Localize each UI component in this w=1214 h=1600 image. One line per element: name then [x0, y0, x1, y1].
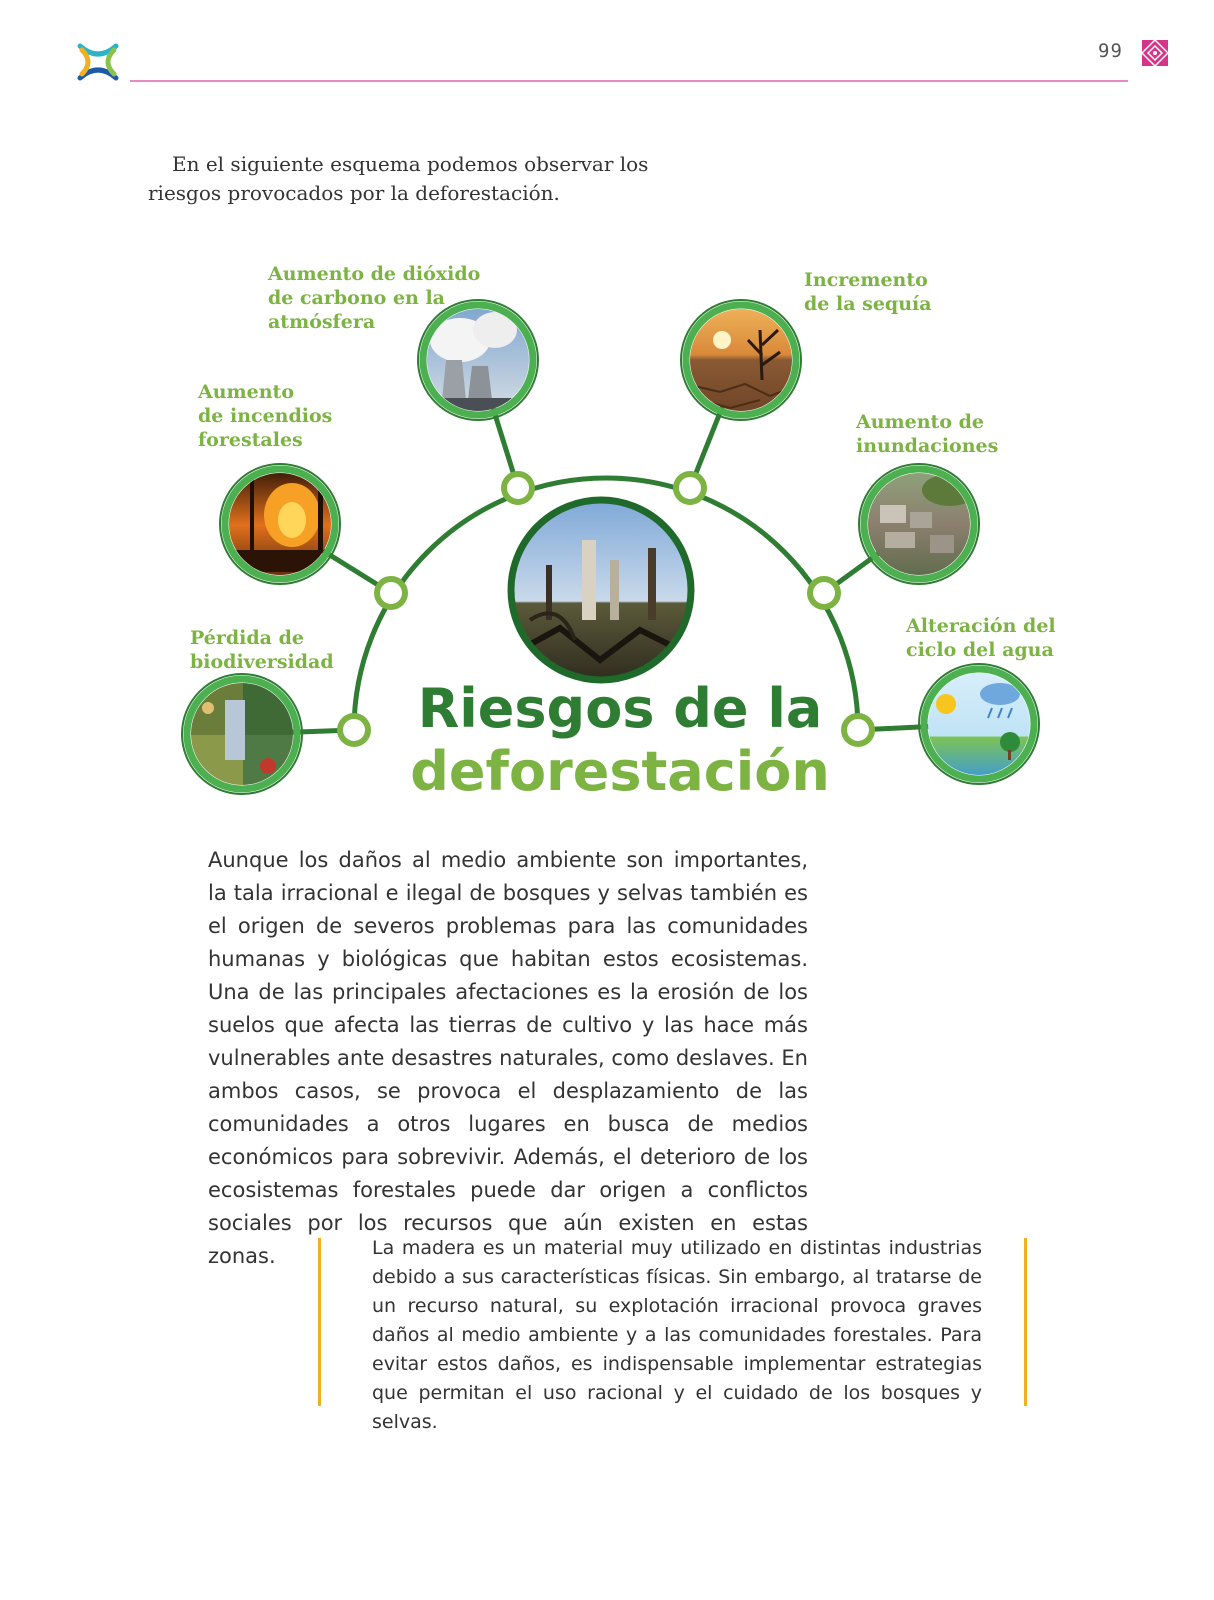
body-paragraph: Aunque los daños al medio ambiente son importantes, la tala irracional e ilegal de bosques y selvas también es el origen de severos problemas para las comunidades humanas y biológicas que habitan estos ecosistemas. Una de las principales afectaciones es la erosión de los suelos que afecta las tierras de cultivo y las hace más vulnerables ante desastres naturales, como deslaves. En ambos casos, se provoca el desplazamiento de las comunidades a otros lugares en busca de medios económicos para sobrevivir. Además, el deterioro de los ecosistemas forestales puede dar origen a conflictos sociales por los recursos que aún existen en estas zonas.: [208, 848, 808, 1268]
risk-label-incendios: Aumento de incendios forestales: [198, 381, 333, 451]
risk-label-sequia: Incremento de la sequía: [804, 269, 932, 315]
aside-bar-right: [1024, 1238, 1027, 1406]
risk-label-biodiversidad: Pérdida de biodiversidad: [190, 627, 334, 673]
decorative-pattern-icon: [1142, 40, 1168, 66]
intro-paragraph: En el siguiente esquema podemos observar los riesgos provocados por la deforestación.: [148, 152, 649, 205]
page-number: 99: [1098, 40, 1123, 62]
book-logo-icon: [72, 36, 124, 88]
diagram-title-line1: Riesgos de la: [417, 677, 823, 740]
center-burned-forest-image: [511, 500, 691, 680]
header-rule: [130, 80, 1128, 82]
risk-label-inundaciones: Aumento de inundaciones: [856, 411, 999, 457]
risk-label-agua: Alteración del ciclo del agua: [906, 615, 1056, 661]
risk-label-co2: Aumento de dióxido de carbono en la atmósfera: [268, 263, 481, 333]
aside-bar-left: [318, 1238, 321, 1406]
diagram-title: [360, 678, 880, 804]
diagram-title-line2: deforestación: [410, 740, 830, 803]
aside-note: La madera es un material muy utilizado en distintas industrias debido a sus características físicas. Sin embargo, al tratarse de un recurso natural, su explotación irracional provoca graves daños al medio ambiente y a las comunidades forestales. Para evitar estos daños, es indispensable implementar estrategias que permitan el uso racional y el cuidado de los bosques y selvas.: [372, 1237, 982, 1433]
